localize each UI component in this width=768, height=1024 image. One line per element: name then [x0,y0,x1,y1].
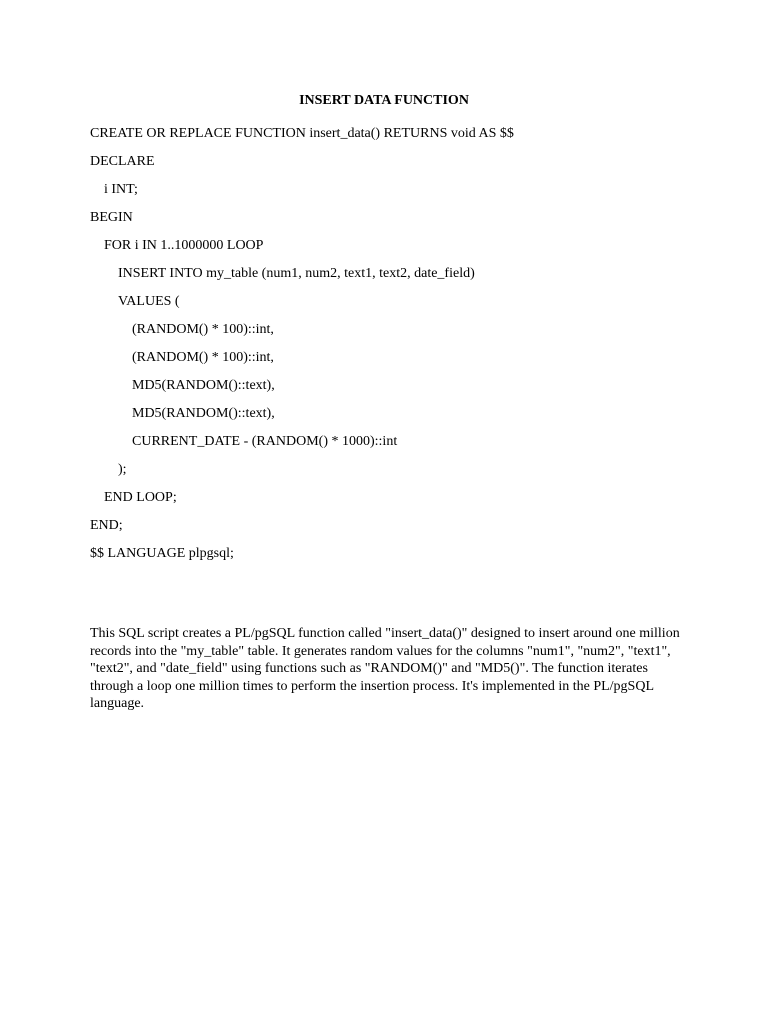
code-line: FOR i IN 1..1000000 LOOP [104,238,264,253]
code-line: (RANDOM() * 100)::int, [132,350,274,365]
document-title: INSERT DATA FUNCTION [299,93,469,108]
code-line: CREATE OR REPLACE FUNCTION insert_data() RETURNS void AS $$ [90,126,514,141]
code-line: DECLARE [90,154,155,169]
code-line: (RANDOM() * 100)::int, [132,322,274,337]
code-line: MD5(RANDOM()::text), [132,378,275,393]
code-line: END LOOP; [104,490,177,505]
code-line: i INT; [104,182,138,197]
code-line: INSERT INTO my_table (num1, num2, text1, text2, date_field) [118,266,475,281]
code-line: ); [118,462,127,477]
code-line: CURRENT_DATE - (RANDOM() * 1000)::int [132,434,398,449]
description-paragraph: This SQL script creates a PL/pgSQL function called "insert_data()" designed to insert around one million records into the "my_table" table. It generates random values for the columns "num1", "num2", "text1", "text2", and "date_field" using functions such as "RANDOM()" and "MD5()". The function iterates through a loop one million times to perform the insertion process. It's implemented in the PL/pgSQL language. [90,626,680,711]
code-line: END; [90,518,123,533]
code-line: MD5(RANDOM()::text), [132,406,275,421]
code-line: BEGIN [90,210,133,225]
sql-code-block [90,120,710,568]
code-line: $$ LANGUAGE plpgsql; [90,546,234,561]
code-line: VALUES ( [118,294,180,309]
